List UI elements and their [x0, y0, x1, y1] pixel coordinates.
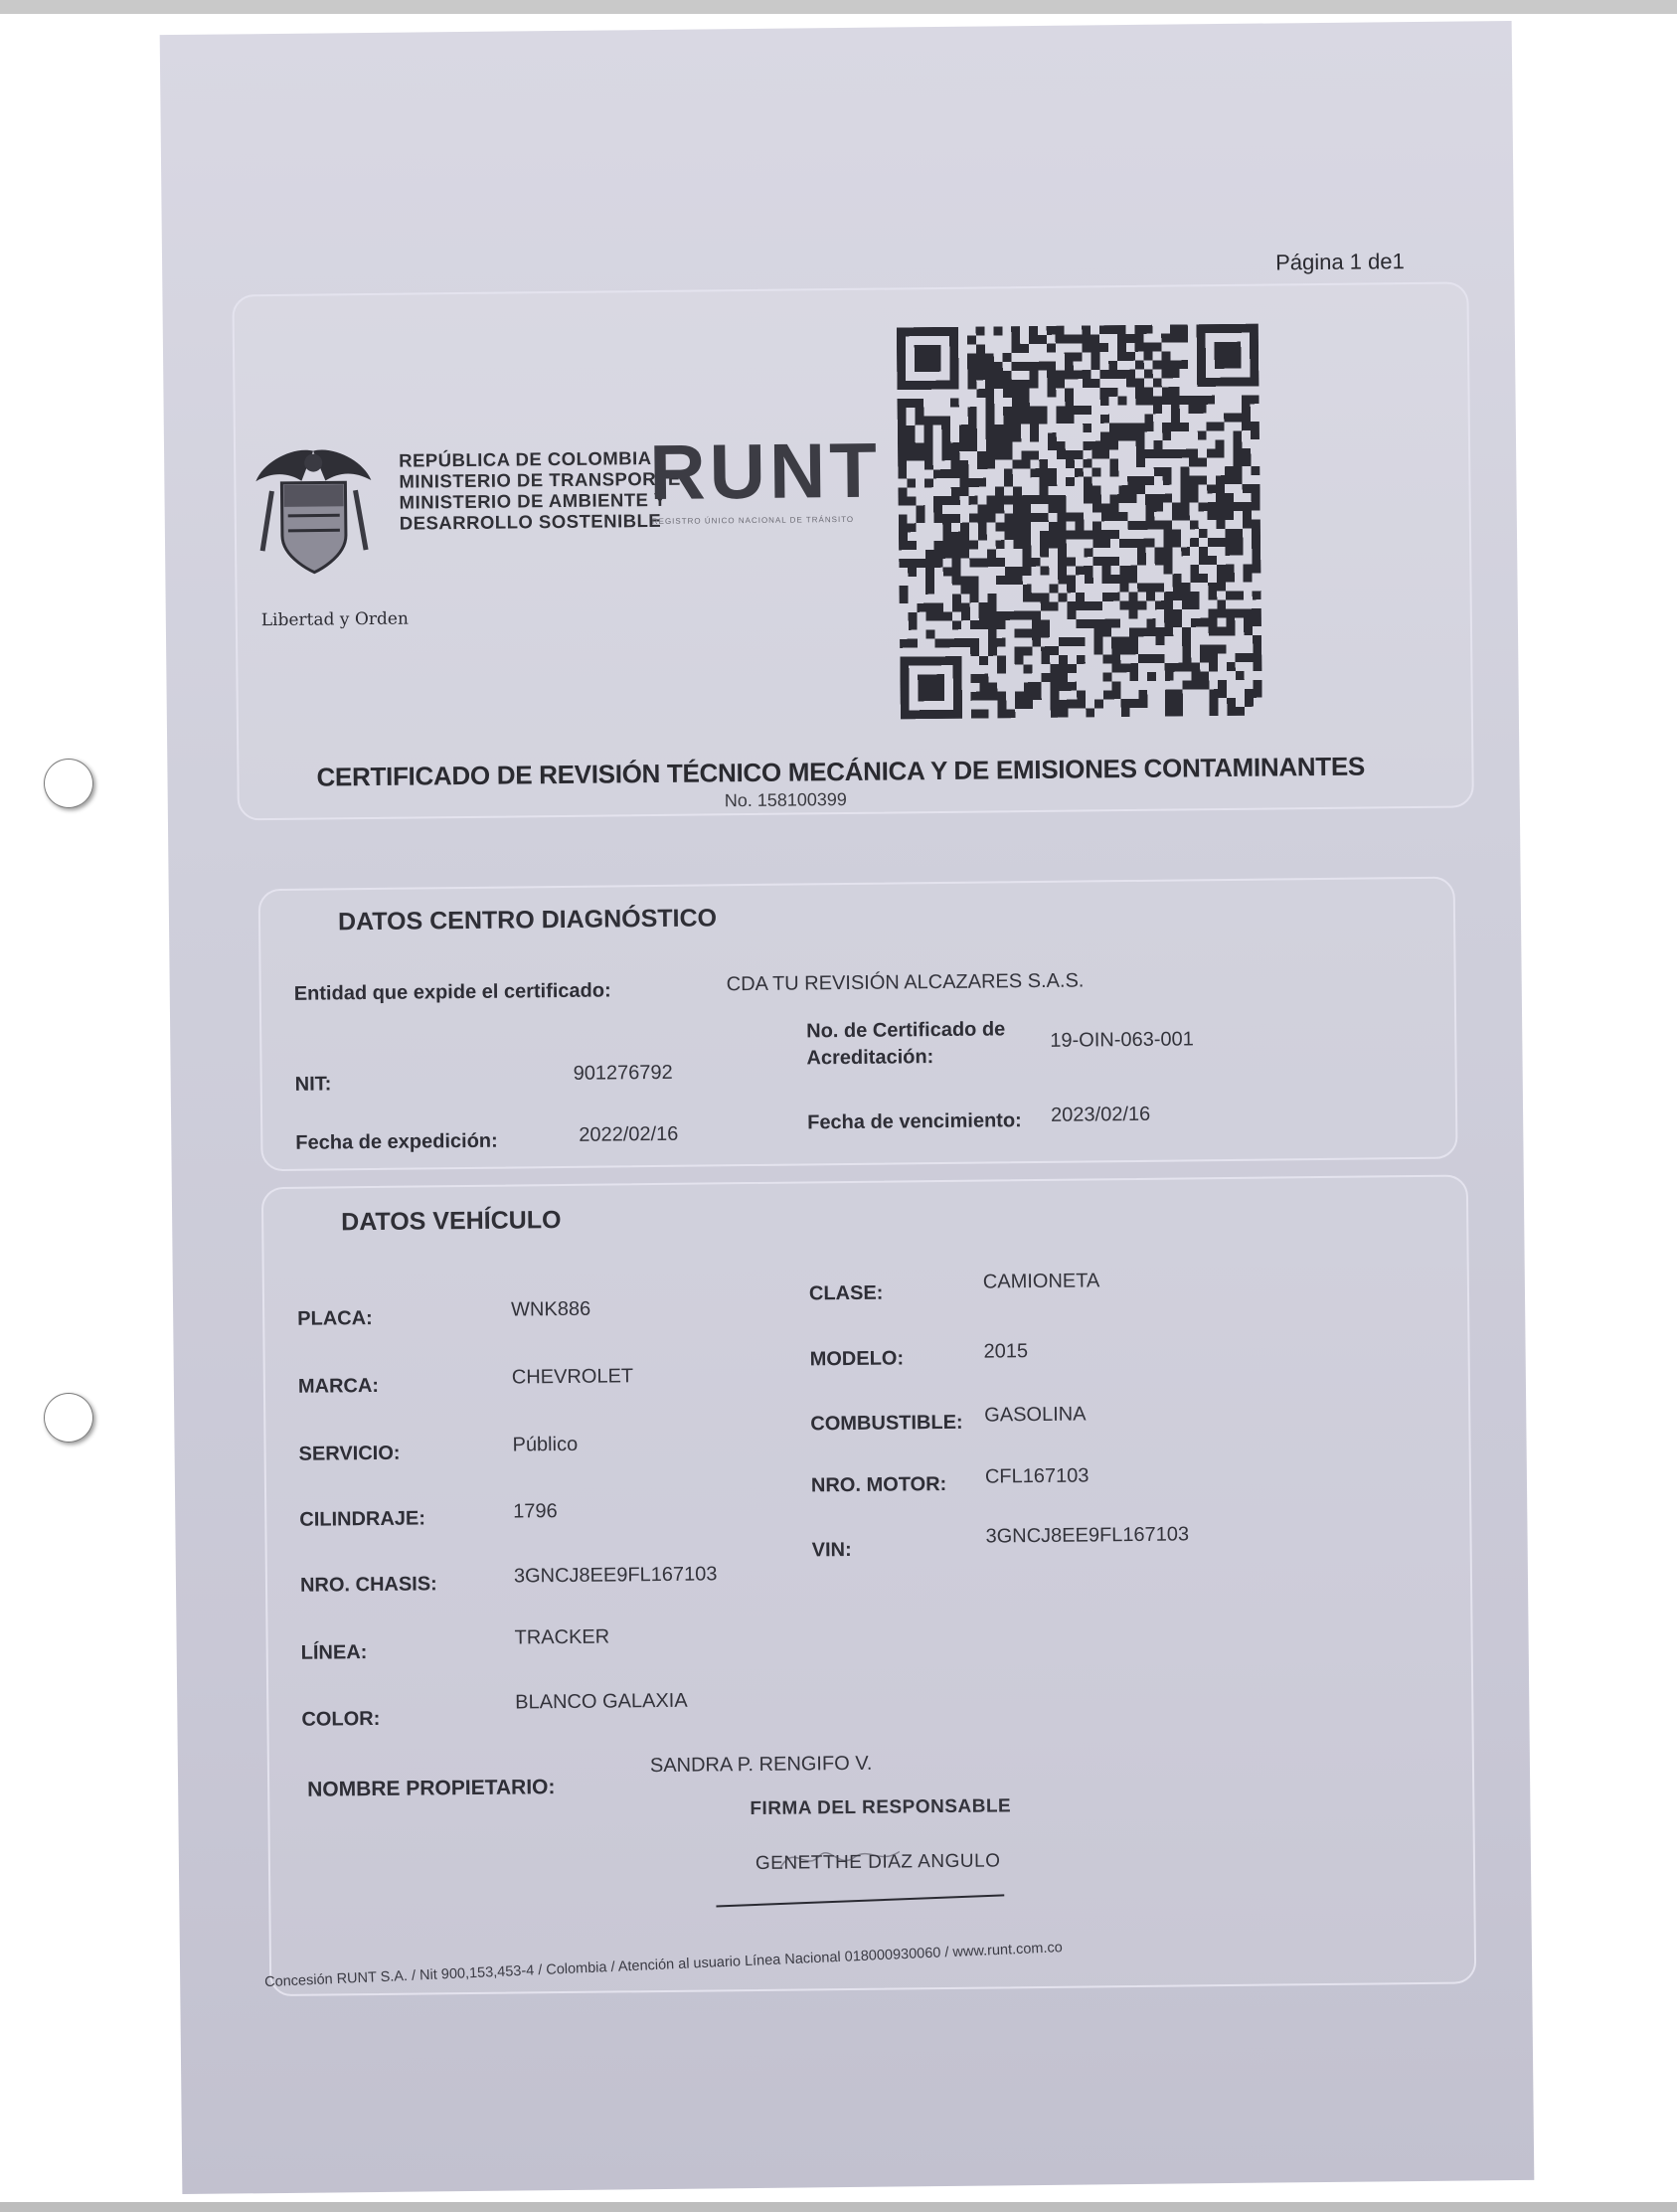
crest-motto: Libertad y Orden — [260, 608, 409, 631]
vehicle-field-value: CAMIONETA — [982, 1270, 1100, 1293]
vehicle-field-value: TRACKER — [514, 1625, 610, 1649]
vehicle-section-title: DATOS VEHÍCULO — [341, 1206, 562, 1237]
entity-label: Entidad que expide el certificado: — [293, 979, 611, 1005]
scan-bottom-edge — [0, 2202, 1677, 2212]
ministry-block — [399, 447, 681, 534]
qr-code-icon — [897, 324, 1262, 720]
page-number: Página 1 de1 — [1274, 249, 1405, 275]
punch-hole-lower — [44, 1393, 93, 1443]
signature-label: FIRMA DEL RESPONSABLE — [750, 1795, 1012, 1820]
signature-scribble-icon — [775, 1836, 905, 1877]
ministry-line: REPÚBLICA DE COLOMBIA — [399, 447, 652, 471]
punch-hole-upper — [44, 759, 93, 808]
vehicle-field-value: Público — [512, 1433, 579, 1456]
ministry-line: MINISTERIO DE AMBIENTE Y — [399, 488, 667, 513]
issue-date-value: 2022/02/16 — [579, 1122, 679, 1146]
ministry-line: MINISTERIO DE TRANSPORTE — [399, 467, 681, 492]
scan-top-edge — [0, 0, 1677, 14]
runt-logo: RUNT — [648, 425, 882, 517]
issue-date-label: Fecha de expedición: — [295, 1129, 498, 1154]
expiry-date-label: Fecha de vencimiento: — [807, 1109, 1022, 1134]
vehicle-field-value: 3GNCJ8EE9FL167103 — [513, 1563, 718, 1588]
owner-value: SANDRA P. RENGIFO V. — [649, 1752, 873, 1778]
diagnostic-section-title: DATOS CENTRO DIAGNÓSTICO — [337, 904, 718, 936]
vehicle-field-label: PLACA: — [297, 1307, 373, 1330]
vehicle-field-label: SERVICIO: — [298, 1442, 401, 1465]
runt-logo-subtitle: REGISTRO ÚNICO NACIONAL DE TRÁNSITO — [651, 514, 855, 527]
vehicle-field-label: CLASE: — [808, 1281, 884, 1305]
accreditation-label: Acreditación: — [806, 1046, 934, 1070]
nit-label: NIT: — [294, 1073, 332, 1096]
certificate-number: No. 158100399 — [724, 788, 847, 811]
signature-name: GENETTHE DIAZ ANGULO — [755, 1850, 1001, 1875]
vehicle-field-value: GASOLINA — [984, 1403, 1087, 1427]
vehicle-field-label: VIN: — [811, 1538, 852, 1562]
vehicle-field-value: 3GNCJ8EE9FL167103 — [985, 1523, 1190, 1548]
vehicle-field-value: 1796 — [513, 1500, 558, 1523]
vehicle-field-label: NRO. MOTOR: — [810, 1472, 947, 1497]
owner-label: NOMBRE PROPIETARIO: — [307, 1776, 556, 1801]
header-frame — [232, 281, 1473, 820]
vehicle-field-label: COMBUSTIBLE: — [810, 1411, 963, 1436]
vehicle-field-label: CILINDRAJE: — [299, 1507, 426, 1531]
vehicle-field-label: LÍNEA: — [300, 1641, 368, 1664]
vehicle-field-label: MODELO: — [809, 1347, 905, 1371]
vehicle-field-label: COLOR: — [301, 1707, 381, 1731]
vehicle-field-value: CHEVROLET — [511, 1365, 634, 1389]
accreditation-label: No. de Certificado de — [806, 1018, 1006, 1043]
certificate-title: CERTIFICADO DE REVISIÓN TÉCNICO MECÁNICA Y DE EMISIONES CONTAMINANTES — [316, 751, 1366, 792]
ministry-line: DESARROLLO SOSTENIBLE — [399, 509, 662, 534]
accreditation-value: 19-OIN-063-001 — [1050, 1028, 1194, 1052]
expiry-date-value: 2023/02/16 — [1050, 1103, 1151, 1126]
vehicle-field-label: MARCA: — [297, 1374, 380, 1398]
vehicle-field-value: 2015 — [983, 1340, 1029, 1363]
nit-value: 901276792 — [573, 1061, 673, 1085]
vehicle-field-value: CFL167103 — [984, 1464, 1090, 1488]
vehicle-field-value: BLANCO GALAXIA — [515, 1689, 688, 1714]
certificate-paper — [160, 21, 1535, 2194]
vehicle-field-value: WNK886 — [510, 1297, 591, 1321]
colombia-coat-of-arms-icon — [253, 440, 374, 581]
footer-legal-text: Concesión RUNT S.A. / Nit 900,153,453-4 / Colombia / Atención al usuario Línea Nacional 018000930060 / www.runt.com.co — [263, 1940, 1064, 1991]
entity-value: CDA TU REVISIÓN ALCAZARES S.A.S. — [726, 969, 1085, 996]
vehicle-field-label: NRO. CHASIS: — [299, 1573, 437, 1597]
